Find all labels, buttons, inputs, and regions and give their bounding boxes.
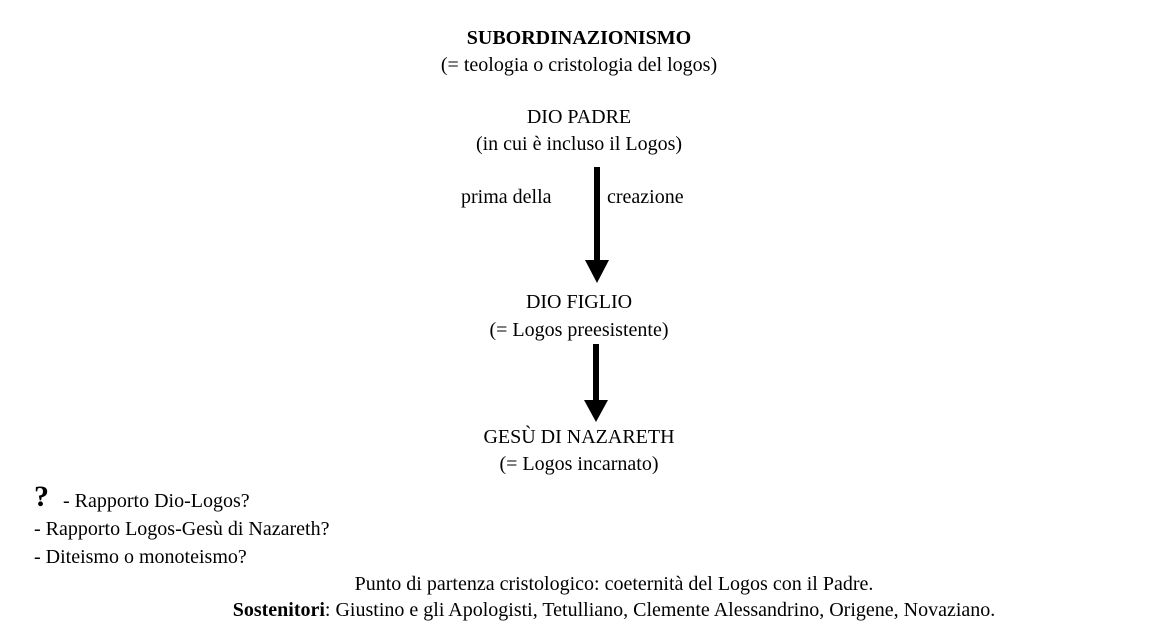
node-dio-padre-label: DIO PADRE [526, 106, 632, 128]
node-gesu-label: GESÙ DI NAZARETH [483, 426, 675, 448]
supporters-label: Sostenitori [232, 599, 325, 621]
edge-label-left: prima della [461, 186, 552, 208]
supporters-text: : Giustino e gli Apologisti, Tetulliano, Clemente Alessandrino, Origene, Novaziano. [324, 599, 996, 621]
arrow-padre-to-figlio [582, 165, 612, 285]
node-dio-padre-sublabel: (in cui è incluso il Logos) [475, 133, 683, 155]
diagram-subtitle: (= teologia o cristologia del logos) [440, 54, 718, 76]
question-item: - Diteismo o monoteismo? [34, 546, 247, 568]
starting-point-text: Punto di partenza cristologico: coeternità del Logos con il Padre. [354, 573, 874, 595]
supporters-line [233, 600, 996, 620]
node-dio-figlio-label: DIO FIGLIO [525, 291, 633, 313]
question-item: - Rapporto Dio-Logos? [63, 490, 250, 512]
node-dio-figlio-sublabel: (= Logos preesistente) [489, 319, 669, 341]
edge-label-right: creazione [607, 186, 684, 208]
question-item: - Rapporto Logos-Gesù di Nazareth? [34, 518, 330, 540]
diagram-title: SUBORDINAZIONISMO [466, 27, 692, 49]
question-mark-icon: ? [34, 480, 49, 513]
arrow-figlio-to-gesu [581, 342, 611, 424]
node-gesu-sublabel: (= Logos incarnato) [499, 453, 659, 475]
